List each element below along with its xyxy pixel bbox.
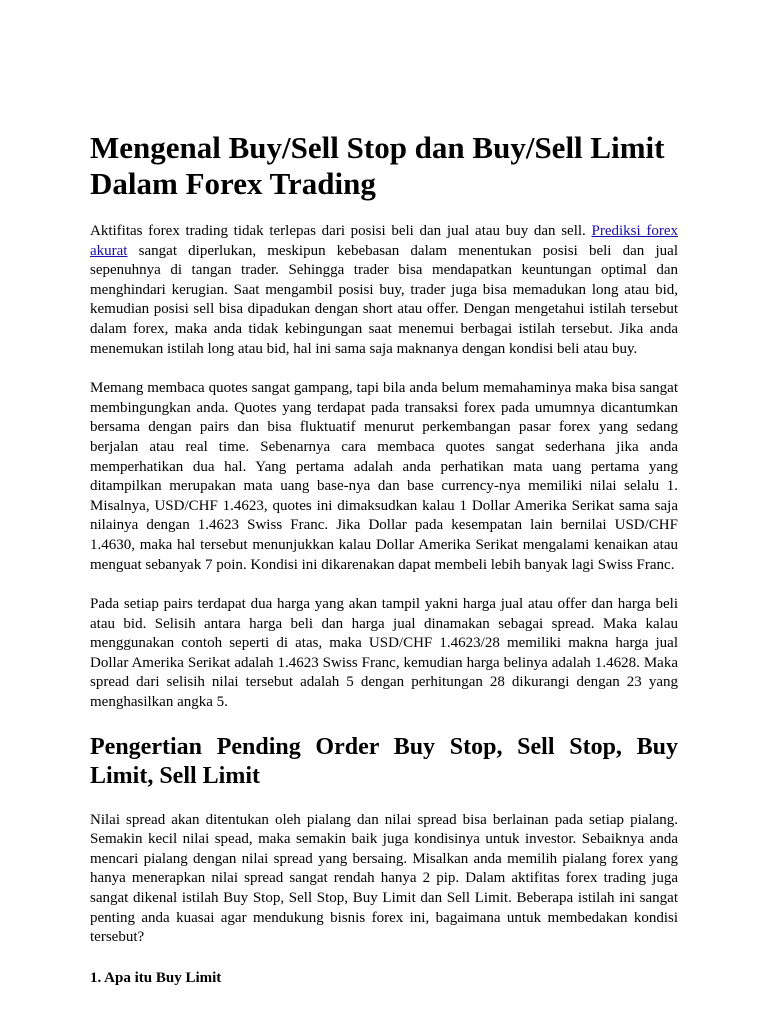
spread-paragraph: Pada setiap pairs terdapat dua harga yang akan tampil yakni harga jual atau offer dan harga beli atau bid. Selisih antara harga beli dan harga jual dinamakan sebagai spread. Maka kalau menggunakan contoh seperti di atas, maka USD/CHF 1.4623/28 memiliki makna harga jual Dollar Amerika Serikat adalah 1.4623 Swiss Franc, kemudian harga belinya adalah 1.4628. Maka spread dari selisih nilai tersebut adalah 5 dengan perhitungan 28 dikurangi dengan 23 yang menghasilkan angka 5.	[90, 596, 678, 711]
intro-paragraph	[90, 222, 678, 359]
section-heading: Pengertian Pending Order Buy Stop, Sell Stop, Buy Limit, Sell Limit	[90, 733, 678, 789]
quotes-paragraph: Memang membaca quotes sangat gampang, tapi bila anda belum memahaminya maka bisa sangat membingungkan anda. Quotes yang terdapat pada transaksi forex pada umumnya dicantumkan bersama dengan pairs dan bisa fluktuatif menurut perkembangan pasar forex yang sedang berjalan atau real time. Sebenarnya cara membaca quotes sangat sederhana jika anda memperhatikan dua hal. Yang pertama adalah anda perhatikan mata uang pertama yang ditampilkan merupakan mata uang base-nya dan base currency-nya memiliki nilai selalu 1. Misalnya, USD/CHF 1.4623, quotes ini dimaksudkan kalau 1 Dollar Amerika Serikat sama saja nilainya dengan 1.4623 Swiss Franc. Jika Dollar pada kesempatan lain bernilai USD/CHF 1.4630, maka hal tersebut menunjukkan kalau Dollar Amerika Serikat mengalami kenaikan atau menguat sebanyak 7 poin. Kondisi ini dikarenakan dapat membeli lebih banyak lagi Swiss Franc.	[90, 380, 678, 573]
prediksi-forex-link[interactable]: Prediksi forex akurat	[90, 223, 678, 259]
intro-text-after-link: sangat diperlukan, meskipun kebebasan dalam menentukan posisi beli dan jual sepenuhnya di tangan trader. Sehingga trader bisa mendapatkan keuntungan optimal dan menghindari kerugian. Saat mengambil posisi buy, trader juga bisa memadukan long atau bid, kemudian posisi sell bisa dipadukan dengan short atau offer. Dengan mengetahui istilah tersebut dalam forex, maka anda tidak kebingungan saat menemui berbagai istilah tersebut. Jika anda menemukan istilah long atau bid, hal ini sama saja maknanya dengan kondisi beli atau buy.	[90, 242, 678, 357]
buy-limit-subheading: 1. Apa itu Buy Limit	[90, 969, 222, 986]
intro-text-before-link: Aktifitas forex trading tidak terlepas dari posisi beli dan jual atau buy dan sell.	[90, 223, 592, 239]
article-title: Mengenal Buy/Sell Stop dan Buy/Sell Limit Dalam Forex Trading	[90, 130, 665, 201]
pialang-paragraph: Nilai spread akan ditentukan oleh pialang dan nilai spread bisa berlainan pada setiap pialang. Semakin kecil nilai spead, maka semakin baik juga kondisinya untuk investor. Sebaiknya anda mencari pialang dengan nilai spread yang bersaing. Misalkan anda memilih pialang forex yang hanya menerapkan nilai spread sangat rendah hanya 2 pip. Dalam aktifitas forex trading juga sangat dikenal istilah Buy Stop, Sell Stop, Buy Limit dan Sell Limit. Beberapa istilah ini sangat penting anda kuasai agar mendukung bisnis forex ini, bagaimana untuk membedakan kondisi tersebut?	[90, 811, 678, 946]
